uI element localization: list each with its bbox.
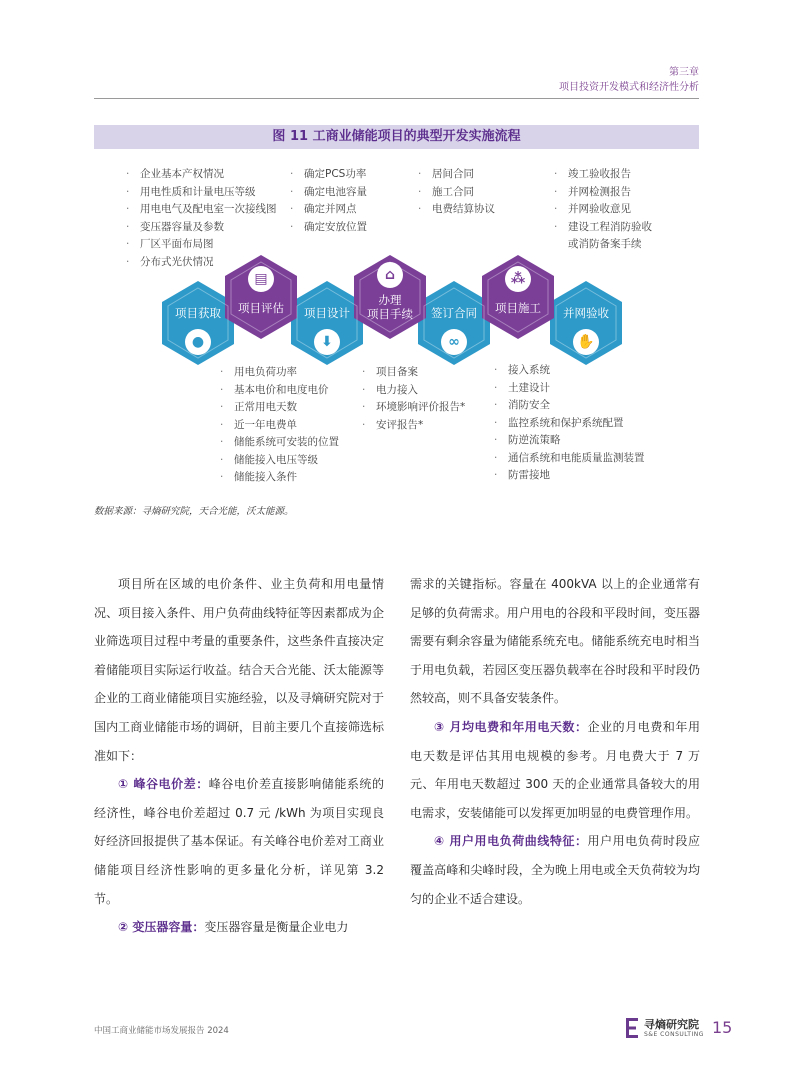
paragraph: ① 峰谷电价差：峰谷电价差直接影响储能系统的经济性，峰谷电价差超过 0.7 元 /kWh 为项目实现良好经济回报提供了基本保证。有关峰谷电价差对工商业储能项目经济性影响的更多量化分析，详见第 3.2 节。	[94, 777, 384, 906]
paragraph: ③ 月均电费和年用电天数：企业的月电费和年用电天数是评估其用电规模的参考。月电费大于 7 万元、年用电天数超过 300 天的企业通常具备较大的用电需求，安装储能可以发挥更加明显的电费管理作用。	[410, 719, 700, 820]
list-item: · 监控系统和保护系统配置	[494, 415, 645, 433]
org-chart-icon: ⁂	[505, 266, 531, 292]
page-number: 15	[712, 1018, 733, 1037]
list-item: · 用电负荷功率	[220, 364, 339, 382]
chapter-label: 第三章	[669, 67, 699, 78]
criterion-heading: ② 变压器容量：	[118, 920, 205, 935]
home-icon: ⌂	[377, 262, 403, 288]
list-item: · 建设工程消防验收 或消防备案手续	[554, 219, 652, 254]
list-item: · 正常用电天数	[220, 399, 339, 417]
list-item: · 基本电价和电度电价	[220, 382, 339, 400]
list-item: · 居间合同	[418, 166, 495, 184]
right-column	[410, 570, 700, 913]
handshake-icon: ✋	[573, 329, 599, 355]
download-icon: ⬇	[314, 329, 340, 355]
step-acquire-label: 项目获取	[175, 306, 221, 320]
list-item: · 施工合同	[418, 184, 495, 202]
step-construction-label: 项目施工	[495, 301, 541, 315]
step-evaluate-label: 项目评估	[238, 301, 284, 315]
report-title: 中国工商业储能市场发展报告 2024	[94, 1026, 229, 1036]
list-item: · 通信系统和电能质量监测装置	[494, 450, 645, 468]
list-item: · 确定电池容量	[290, 184, 367, 202]
chart-icon: ▤	[248, 266, 274, 292]
chapter-subtitle: 项目投资开发模式和经济性分析	[559, 82, 699, 93]
step-contract-label: 签订合同	[431, 306, 477, 320]
list-item: · 近一年电费单	[220, 417, 339, 435]
list-item: · 确定PCS功率	[290, 166, 367, 184]
list-item: · 储能接入条件	[220, 469, 339, 487]
evaluate-list	[220, 364, 339, 487]
list-item: · 接入系统	[494, 362, 645, 380]
list-item: · 储能接入电压等级	[220, 452, 339, 470]
list-item: · 并网验收意见	[554, 201, 652, 219]
paragraph: 项目所在区域的电价条件、业主负荷和用电量情况、项目接入条件、用户负荷曲线特征等因素都成为企业筛选项目过程中考量的重要条件，这些条件直接决定着储能项目实际运行收益。结合天合光能、沃太能源等企业的工商业储能项目实施经验，以及寻熵研究院对于国内工商业储能市场的调研，目前主要几个直接筛选标准如下：	[94, 577, 384, 763]
list-item: · 变压器容量及参数	[126, 219, 277, 237]
list-item: · 环境影响评价报告*	[362, 399, 465, 417]
paragraph: ② 变压器容量：变压器容量是衡量企业电力	[118, 920, 349, 935]
list-item: · 防雷接地	[494, 467, 645, 485]
step-design-label: 项目设计	[304, 306, 350, 320]
brand-logo-icon	[626, 1018, 638, 1038]
construction-list	[494, 362, 645, 485]
paragraph: ④ 用户用电负荷曲线特征：用户用电负荷时段应覆盖高峰和尖峰时段，全为晚上用电或全天负荷较为均匀的企业不适合建设。	[410, 834, 700, 906]
speech-bubble-icon: ●	[185, 329, 211, 355]
brand-name-en: S&E CONSULTING	[644, 1031, 704, 1038]
list-item: · 防逆流策略	[494, 432, 645, 450]
list-item: · 用电性质和计量电压等级	[126, 184, 277, 202]
link-icon: ∞	[441, 329, 467, 355]
criterion-heading: ③ 月均电费和年用电天数：	[434, 719, 588, 734]
list-item: · 竣工验收报告	[554, 166, 652, 184]
list-item: · 项目备案	[362, 364, 465, 382]
criterion-heading: ④ 用户用电负荷曲线特征：	[434, 834, 588, 849]
list-item: · 消防安全	[494, 397, 645, 415]
step-procedures-label: 办理 项目手续	[367, 293, 413, 321]
list-item: · 安评报告*	[362, 417, 465, 435]
list-item: · 确定安放位置	[290, 219, 367, 237]
list-item: · 确定并网点	[290, 201, 367, 219]
list-item: · 企业基本产权情况	[126, 166, 277, 184]
list-item: · 并网检测报告	[554, 184, 652, 202]
left-column	[94, 570, 384, 942]
figure-source: 数据来源：寻熵研究院，天合光能，沃太能源。	[94, 506, 294, 517]
procedures-list	[362, 364, 465, 434]
list-item: · 电力接入	[362, 382, 465, 400]
criterion-heading: ① 峰谷电价差：	[118, 777, 209, 792]
list-item: · 厂区平面布局图	[126, 236, 277, 254]
list-item: · 土建设计	[494, 380, 645, 398]
list-item: · 储能系统可安装的位置	[220, 434, 339, 452]
figure-title: 图 11 工商业储能项目的典型开发实施流程	[94, 125, 699, 149]
list-item: · 分布式光伏情况	[126, 254, 277, 272]
step-acceptance-label: 并网验收	[563, 306, 609, 320]
list-item: · 用电电气及配电室一次接线图	[126, 201, 277, 219]
brand-name: 寻熵研究院	[644, 1018, 699, 1031]
list-item: · 电费结算协议	[418, 201, 495, 219]
paragraph: 需求的关键指标。容量在 400kVA 以上的企业通常有足够的负荷需求。用户用电的谷段和平段时间，变压器需要有剩余容量为储能系统充电。储能系统充电时相当于用电负载，若园区变压器负载率在谷时段和平时段仍然较高，则不具备安装条件。	[410, 577, 700, 706]
